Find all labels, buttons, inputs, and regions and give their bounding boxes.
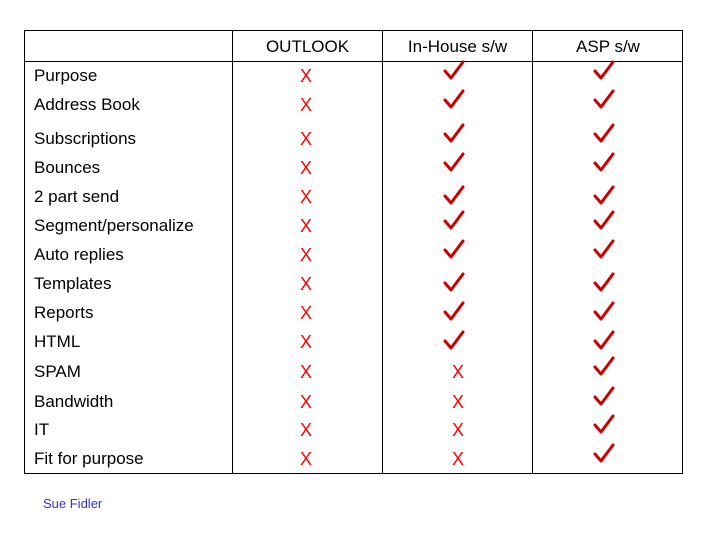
outlook-x-mark: X [299,274,312,294]
asp-check-icon [593,443,623,463]
asp-check-icon [593,272,623,292]
column-divider [382,31,383,473]
row-label: Fit for purpose [34,449,144,468]
outlook-x-mark: X [299,95,312,115]
inhouse-check-icon [443,301,473,321]
asp-check-icon [593,152,623,172]
header-inhouse: In-House s/w [407,36,508,56]
inhouse-check-icon [443,123,473,143]
inhouse-check-icon [443,185,473,205]
inhouse-x-mark: X [451,449,464,469]
asp-check-icon [593,330,623,350]
inhouse-x-mark: X [451,362,464,382]
outlook-x-mark: X [299,66,312,86]
outlook-x-mark: X [299,245,312,265]
inhouse-x-mark: X [451,392,464,412]
row-label: Address Book [34,95,140,114]
row-label: Templates [34,274,112,293]
asp-check-icon [593,185,623,205]
outlook-x-mark: X [299,216,312,236]
inhouse-check-icon [443,272,473,292]
inhouse-check-icon [443,89,473,109]
outlook-x-mark: X [299,187,312,207]
asp-check-icon [593,356,623,376]
row-label: Bounces [34,158,101,177]
outlook-x-mark: X [299,158,312,178]
author-footer: Sue Fidler [43,496,103,511]
row-label: 2 part send [34,187,120,206]
asp-check-icon [593,123,623,143]
outlook-x-mark: X [299,392,312,412]
row-label: Subscriptions [34,129,137,148]
row-label: IT [34,420,50,439]
column-divider [232,31,233,473]
asp-check-icon [593,386,623,406]
outlook-x-mark: X [299,129,312,149]
asp-check-icon [593,414,623,434]
outlook-x-mark: X [299,420,312,440]
inhouse-check-icon [443,152,473,172]
row-label: Bandwidth [34,392,114,411]
inhouse-check-icon [443,330,473,350]
inhouse-check-icon [443,210,473,230]
asp-check-icon [593,89,623,109]
inhouse-check-icon [443,60,473,80]
asp-check-icon [593,60,623,80]
asp-check-icon [593,301,623,321]
row-label: HTML [34,332,81,351]
header-asp: ASP s/w [576,36,640,56]
asp-check-icon [593,239,623,259]
outlook-x-mark: X [299,303,312,323]
comparison-table [24,30,683,474]
column-divider [532,31,533,473]
asp-check-icon [593,210,623,230]
row-label: Reports [34,303,94,322]
row-label: Segment/personalize [34,216,194,235]
row-label: SPAM [34,362,81,381]
inhouse-check-icon [443,239,473,259]
header-outlook: OUTLOOK [265,36,350,56]
row-label: Auto replies [34,245,124,264]
row-label: Purpose [34,66,98,85]
outlook-x-mark: X [299,449,312,469]
inhouse-x-mark: X [451,420,464,440]
outlook-x-mark: X [299,362,312,382]
outlook-x-mark: X [299,332,312,352]
